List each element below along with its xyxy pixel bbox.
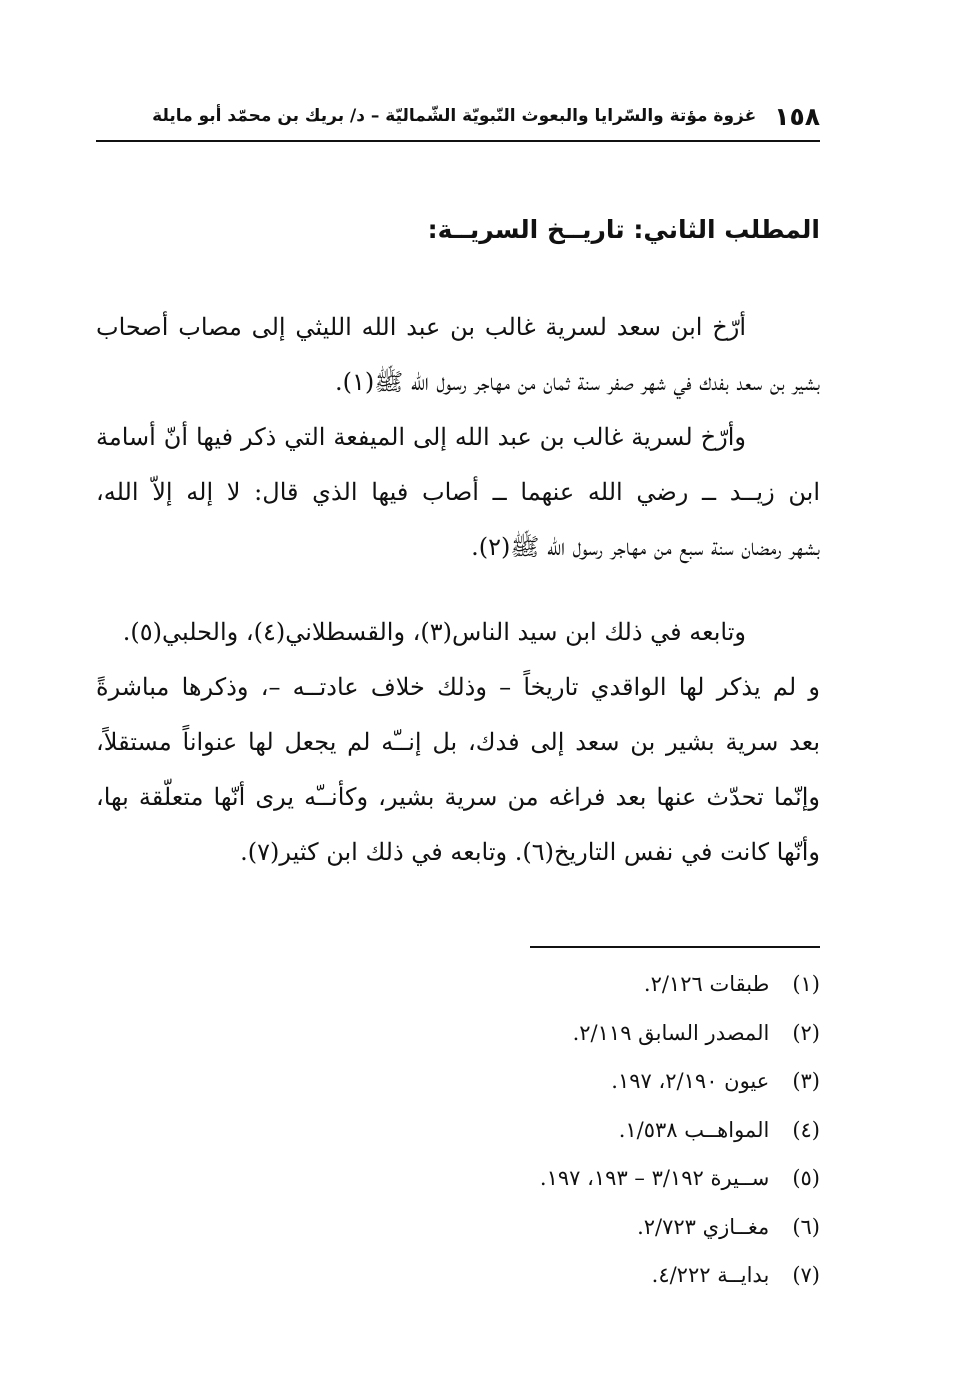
running-title: غزوة مؤتة والسّرايا والبعوث النّبويّة الشّماليّة – د/ بريك بن محمّد أبو مايلة (152, 106, 757, 126)
page-number: ١٥٨ (774, 101, 820, 131)
footnote-text: المواهــب ١/٥٣٨. (618, 1117, 770, 1142)
footnote-number: (٧) (792, 1263, 820, 1287)
footnote-number: (٢) (792, 1020, 820, 1045)
text-line: بشهر رمضان سنة سبع من مهاجر رسول الله ﷺ(٢). (471, 533, 820, 561)
footnotes (360, 960, 820, 1300)
text-line: وأنّها كانت في نفس التاريخ(٦). وتابعه في ذلك ابن كثير(٧). (240, 838, 820, 866)
paragraph-4 (96, 660, 820, 880)
footnote-text: بدايــة ٤/٢٢٢. (651, 1263, 770, 1287)
footnote-item (360, 1251, 820, 1300)
footnote-number: (٦) (792, 1214, 820, 1239)
footnote-item (360, 1203, 820, 1252)
footnote-number: (٥) (792, 1166, 820, 1190)
footnote-item (360, 960, 820, 1009)
text-line: وأرّخ لسرية غالب بن عبد الله إلى الميفعة التي ذكر فيها أنّ أسامة (96, 423, 746, 451)
paragraph-1 (96, 300, 820, 410)
paragraph-3 (96, 605, 820, 660)
text-line: و لم يذكر لها الواقدي تاريخاً – وذلك خلاف عادتــه –، وذكرها مباشرةً (96, 673, 820, 701)
page-header (96, 92, 820, 142)
footnote-number: (٣) (792, 1069, 820, 1093)
section-heading: المطلب الثاني: تاريــخ السريــة: (427, 215, 820, 244)
footnote-text: مغــازي ٢/٧٢٣. (637, 1214, 770, 1239)
text-line: ابن زيــد ــ رضي الله عنهما ــ أصاب فيها الذي قال: لا إله إلاّ الله، (96, 478, 820, 506)
footnote-text: عيون ٢/١٩٠، ١٩٧. (611, 1069, 770, 1093)
footnote-text: طبقات ٢/١٢٦. (643, 972, 770, 996)
footnote-text: المصدر السابق ٢/١١٩. (572, 1020, 770, 1045)
footnote-divider (530, 946, 820, 948)
text-line: بشير بن سعد بفدك في شهر صفر سنة ثمان من مهاجر رسول الله ﷺ(١). (334, 368, 820, 396)
footnote-number: (٤) (792, 1117, 820, 1142)
text-line: وتابعه في ذلك ابن سيد الناس(٣)، والقسطلاني(٤)، والحلبي(٥). (122, 618, 746, 646)
text-line: أرّخ ابن سعد لسرية غالب بن عبد الله الليثي إلى مصاب أصحاب (96, 313, 746, 341)
footnote-item (360, 1057, 820, 1106)
paragraph-2 (96, 410, 820, 575)
text-line: بعد سرية بشير بن سعد إلى فدك، بل إنــّه لم يجعل لها عنواناً مستقلاً، (96, 728, 820, 756)
footnote-item (360, 1154, 820, 1203)
footnote-number: (١) (792, 972, 820, 996)
footnote-item (360, 1009, 820, 1058)
text-line: وإنّما تحدّث عنها بعد فراغه من سرية بشير، وكأنــّه يرى أنّها متعلّقة بها، (96, 783, 820, 811)
footnote-text: ســيرة ٣/١٩٢ – ١٩٣، ١٩٧. (539, 1166, 770, 1190)
footnote-item (360, 1106, 820, 1155)
